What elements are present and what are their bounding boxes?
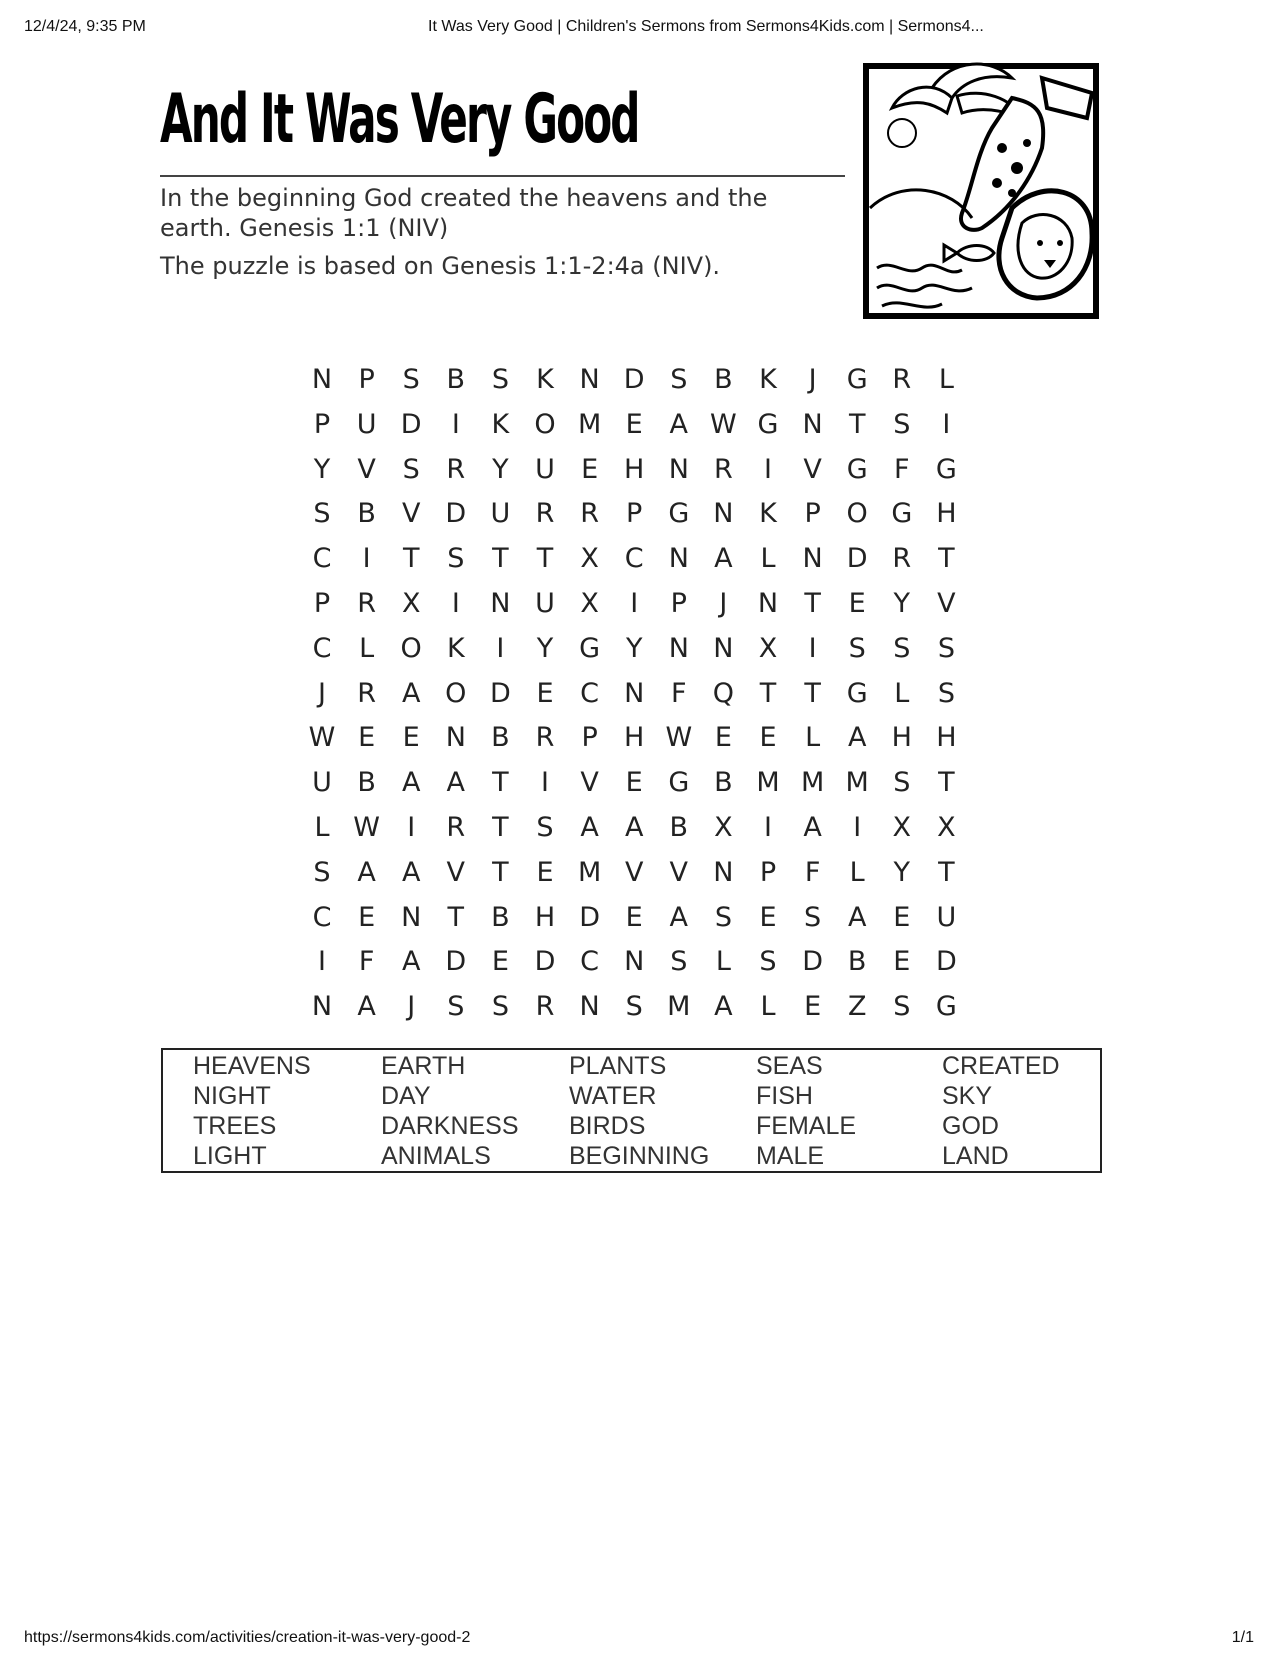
word-bank-item: GOD (942, 1112, 999, 1140)
grid-letter: R (446, 453, 466, 485)
grid-letter: B (491, 901, 510, 933)
grid-letter: R (535, 498, 555, 530)
grid-letter: J (719, 587, 728, 619)
grid-letter: G (668, 767, 690, 799)
grid-letter: C (580, 677, 600, 709)
grid-letter: X (937, 811, 956, 843)
grid-letter: L (805, 722, 821, 754)
print-footer (24, 1629, 1256, 1651)
grid-letter: A (401, 677, 421, 709)
grid-letter: P (804, 498, 821, 530)
grid-letter: W (665, 722, 693, 754)
grid-letter: F (671, 677, 687, 709)
grid-letter: D (445, 498, 467, 530)
grid-letter: C (312, 901, 332, 933)
grid-letter: G (668, 498, 690, 530)
grid-letter: E (402, 722, 420, 754)
grid-letter: B (357, 767, 376, 799)
word-bank-item: DAY (381, 1082, 431, 1110)
word-bank-item: SEAS (756, 1052, 823, 1080)
grid-letter: N (802, 543, 823, 575)
grid-letter: H (936, 722, 957, 754)
grid-letter: S (313, 856, 331, 888)
grid-letter: P (670, 587, 687, 619)
grid-letter: N (668, 543, 689, 575)
grid-letter: B (446, 364, 466, 395)
grid-letter: Q (712, 677, 735, 709)
grid-letter: U (535, 587, 555, 619)
grid-letter: X (580, 587, 599, 619)
grid-letter: V (937, 587, 956, 619)
grid-letter: L (894, 677, 910, 709)
grid-letter: T (492, 811, 509, 843)
grid-letter: T (492, 767, 509, 799)
grid-letter: E (625, 408, 643, 440)
word-bank-item: WATER (569, 1082, 657, 1110)
grid-letter: A (401, 946, 421, 978)
grid-letter: R (357, 677, 376, 709)
grid-letter: I (808, 632, 817, 664)
grid-letter: C (624, 543, 644, 575)
grid-letter: D (935, 946, 957, 978)
grid-letter: T (848, 408, 866, 440)
grid-letter: A (714, 991, 733, 1023)
grid-letter: H (534, 901, 556, 933)
grid-letter: C (312, 632, 332, 664)
word-bank-item: MALE (756, 1142, 825, 1170)
grid-letter: W (308, 722, 336, 754)
grid-letter: T (804, 677, 821, 709)
grid-letter: P (358, 364, 375, 395)
grid-letter: L (849, 856, 865, 888)
worksheet-intro (160, 183, 840, 281)
worksheet-title: And It Was Very Good (160, 80, 639, 159)
grid-letter: M (577, 408, 602, 440)
grid-letter: A (357, 991, 376, 1023)
grid-letter: G (846, 453, 868, 485)
grid-letter: L (715, 946, 731, 978)
grid-letter: S (893, 408, 911, 440)
grid-letter: I (318, 946, 326, 978)
grid-letter: S (313, 498, 331, 530)
grid-letter: N (668, 632, 689, 664)
print-url: https://sermons4kids.com/activities/creation-it-was-very-good-2 (24, 1629, 471, 1646)
verse-text: In the beginning God created the heavens and the earth. Genesis 1:1 (NIV) (160, 184, 768, 242)
grid-letter: E (893, 946, 911, 978)
grid-letter: S (625, 991, 643, 1023)
grid-letter: N (490, 587, 511, 619)
word-bank-item: SKY (942, 1082, 993, 1110)
grid-letter: N (713, 632, 734, 664)
word-bank-item: TREES (193, 1112, 277, 1140)
grid-letter: P (313, 587, 331, 619)
word-bank-item: LAND (942, 1142, 1009, 1170)
grid-letter: I (407, 811, 416, 843)
grid-letter: R (357, 587, 376, 619)
grid-letter: T (536, 543, 554, 575)
grid-letter: S (937, 677, 955, 709)
grid-letter: T (938, 856, 955, 888)
grid-letter: S (402, 364, 420, 395)
print-page-number: 1/1 (1231, 1629, 1254, 1646)
grid-letter: A (669, 408, 689, 440)
grid-letter: Y (313, 453, 331, 485)
grid-letter: Z (847, 991, 867, 1023)
grid-letter: V (803, 453, 822, 485)
grid-letter: U (312, 767, 332, 799)
grid-letter: P (759, 856, 777, 888)
grid-letter: T (804, 587, 821, 619)
word-bank-item: FEMALE (756, 1112, 857, 1140)
grid-letter: B (847, 946, 867, 978)
grid-letter: V (624, 856, 644, 888)
grid-letter: D (534, 946, 556, 978)
grid-letter: S (714, 901, 732, 933)
grid-letter: K (446, 632, 465, 664)
grid-letter: C (580, 946, 600, 978)
grid-letter: B (491, 722, 510, 754)
grid-letter: A (401, 856, 421, 888)
grid-letter: I (764, 453, 772, 485)
grid-letter: S (804, 901, 822, 933)
grid-letter: G (846, 677, 868, 709)
grid-letter: K (759, 498, 777, 530)
grid-letter: N (757, 587, 779, 619)
grid-letter: S (893, 632, 911, 664)
grid-letter: E (625, 901, 643, 933)
grid-letter: N (401, 901, 422, 933)
grid-letter: K (759, 364, 777, 395)
grid-letter: A (847, 901, 867, 933)
grid-letter: X (892, 811, 912, 843)
grid-letter: H (936, 498, 957, 530)
grid-letter: G (891, 498, 913, 530)
grid-letter: I (853, 811, 862, 843)
grid-letter: M (577, 856, 602, 888)
grid-letter: I (942, 408, 951, 440)
grid-letter: N (802, 408, 823, 440)
word-bank-item: EARTH (381, 1052, 466, 1080)
grid-letter: I (451, 587, 460, 619)
grid-letter: S (491, 364, 509, 395)
grid-letter: T (447, 901, 465, 933)
grid-letter: S (893, 991, 911, 1023)
print-header (24, 18, 1256, 40)
grid-letter: N (311, 991, 333, 1023)
grid-letter: S (893, 767, 911, 799)
grid-letter: O (400, 632, 422, 664)
grid-letter: S (759, 946, 777, 978)
grid-letter: B (714, 767, 733, 799)
grid-letter: S (670, 946, 688, 978)
grid-letter: I (451, 408, 460, 440)
grid-letter: T (402, 543, 420, 575)
grid-letter: Y (893, 587, 911, 619)
grid-letter: D (445, 946, 467, 978)
grid-letter: J (407, 991, 416, 1023)
grid-letter: K (536, 364, 554, 395)
grid-letter: S (937, 632, 955, 664)
grid-letter: C (312, 543, 332, 575)
grid-letter: Y (492, 453, 509, 485)
grid-letter: W (353, 811, 380, 843)
grid-letter: H (624, 722, 645, 754)
grid-letter: Y (536, 632, 554, 664)
print-page-title: It Was Very Good | Children's Sermons from Sermons4Kids.com | Sermons4... (428, 18, 984, 35)
grid-letter: R (892, 364, 912, 395)
grid-letter: E (848, 587, 866, 619)
grid-letter: V (446, 856, 466, 888)
grid-letter: G (846, 364, 868, 395)
grid-letter: D (400, 408, 422, 440)
grid-letter: A (446, 767, 466, 799)
title-divider (160, 175, 845, 177)
grid-letter: D (579, 901, 600, 933)
grid-letter: A (803, 811, 822, 843)
grid-letter: W (710, 408, 737, 440)
grid-letter: O (445, 677, 467, 709)
grid-letter: R (535, 991, 555, 1023)
grid-letter: I (764, 811, 772, 843)
grid-letter: E (714, 722, 732, 754)
grid-letter: V (669, 856, 689, 888)
grid-letter: P (313, 408, 331, 440)
grid-letter: S (670, 364, 688, 395)
grid-letter: S (848, 632, 866, 664)
word-bank (161, 1048, 1102, 1173)
grid-letter: M (667, 991, 691, 1023)
grid-letter: B (669, 811, 689, 843)
grid-letter: E (491, 946, 509, 978)
grid-letter: V (357, 453, 376, 485)
puzzle-source-text: The puzzle is based on Genesis 1:1-2:4a (NIV). (160, 252, 721, 280)
grid-letter: S (491, 991, 509, 1023)
grid-letter: P (626, 498, 643, 530)
grid-letter: T (492, 856, 509, 888)
grid-letter: M (800, 767, 825, 799)
grid-letter: D (489, 677, 511, 709)
grid-letter: A (714, 543, 733, 575)
grid-letter: L (314, 811, 330, 843)
grid-letter: T (492, 543, 509, 575)
grid-letter: Y (893, 856, 911, 888)
word-bank-item: ANIMALS (381, 1142, 491, 1170)
grid-letter: E (759, 901, 777, 933)
grid-letter: N (579, 991, 600, 1023)
grid-letter: I (541, 767, 549, 799)
grid-letter: F (358, 946, 375, 978)
grid-letter: R (580, 498, 599, 530)
grid-letter: S (447, 991, 465, 1023)
grid-letter: J (318, 677, 326, 709)
grid-letter: O (534, 408, 556, 440)
grid-letter: R (535, 722, 555, 754)
word-bank-item: FISH (756, 1082, 813, 1110)
grid-letter: R (446, 811, 466, 843)
grid-letter: M (845, 767, 869, 799)
word-bank-item: PLANTS (569, 1052, 667, 1080)
grid-letter: X (714, 811, 733, 843)
grid-letter: P (581, 722, 598, 754)
grid-letter: H (624, 453, 645, 485)
word-bank-item: CREATED (942, 1052, 1060, 1080)
grid-letter: J (808, 364, 817, 395)
grid-letter: N (445, 722, 466, 754)
grid-letter: E (536, 856, 554, 888)
word-bank-item: LIGHT (193, 1142, 267, 1170)
grid-letter: D (623, 364, 645, 395)
grid-letter: N (713, 856, 734, 888)
grid-letter: X (580, 543, 599, 575)
grid-letter: U (535, 453, 555, 485)
word-bank-item: BEGINNING (569, 1142, 710, 1170)
grid-letter: N (624, 946, 645, 978)
grid-letter: V (401, 498, 421, 530)
grid-letter: B (714, 364, 733, 395)
grid-letter: E (759, 722, 777, 754)
grid-letter: E (625, 767, 643, 799)
grid-letter: N (311, 364, 333, 395)
grid-letter: G (935, 453, 957, 485)
grid-letter: D (846, 543, 868, 575)
grid-letter: G (579, 632, 601, 664)
word-bank-item: NIGHT (193, 1082, 271, 1110)
print-datetime: 12/4/24, 9:35 PM (24, 18, 146, 35)
grid-letter: L (359, 632, 375, 664)
grid-letter: G (757, 408, 779, 440)
grid-letter: G (935, 991, 957, 1023)
grid-letter: E (536, 677, 554, 709)
grid-letter: A (580, 811, 599, 843)
grid-letter: V (580, 767, 599, 799)
grid-letter: T (759, 677, 777, 709)
grid-letter: M (756, 767, 780, 799)
grid-letter: L (760, 543, 776, 575)
grid-letter: S (447, 543, 465, 575)
grid-letter: E (893, 901, 911, 933)
word-bank-item: DARKNESS (381, 1112, 519, 1140)
grid-letter: Y (625, 632, 643, 664)
grid-letter: K (491, 408, 510, 440)
grid-letter: E (804, 991, 822, 1023)
grid-letter: A (624, 811, 644, 843)
grid-letter: D (802, 946, 823, 978)
grid-letter: U (490, 498, 511, 530)
grid-letter: A (357, 856, 376, 888)
grid-letter: A (669, 901, 689, 933)
grid-letter: I (496, 632, 505, 664)
grid-letter: L (760, 991, 776, 1023)
grid-letter: R (714, 453, 733, 485)
grid-letter: U (936, 901, 957, 933)
word-bank-item: HEAVENS (193, 1052, 311, 1080)
grid-letter: S (402, 453, 420, 485)
grid-letter: L (938, 364, 954, 395)
word-bank-item: BIRDS (569, 1112, 646, 1140)
grid-letter: I (362, 543, 371, 575)
grid-letter: N (668, 453, 689, 485)
grid-letter: I (630, 587, 639, 619)
grid-letter: T (938, 767, 955, 799)
grid-letter: N (624, 677, 645, 709)
grid-letter: E (358, 722, 376, 754)
grid-letter: N (579, 364, 600, 395)
grid-letter: F (894, 453, 910, 485)
grid-letter: S (536, 811, 554, 843)
grid-letter: R (892, 543, 912, 575)
grid-letter: X (401, 587, 421, 619)
grid-letter: N (713, 498, 734, 530)
grid-letter: A (847, 722, 867, 754)
grid-letter: O (846, 498, 868, 530)
creation-animals-illustration (862, 58, 1102, 323)
grid-letter: E (581, 453, 599, 485)
grid-letter: E (358, 901, 376, 933)
grid-letter: B (357, 498, 376, 530)
grid-letter: F (804, 856, 821, 888)
grid-letter: X (758, 632, 778, 664)
grid-letter: U (356, 408, 377, 440)
grid-letter: H (891, 722, 912, 754)
grid-letter: A (401, 767, 421, 799)
grid-letter: T (938, 543, 955, 575)
